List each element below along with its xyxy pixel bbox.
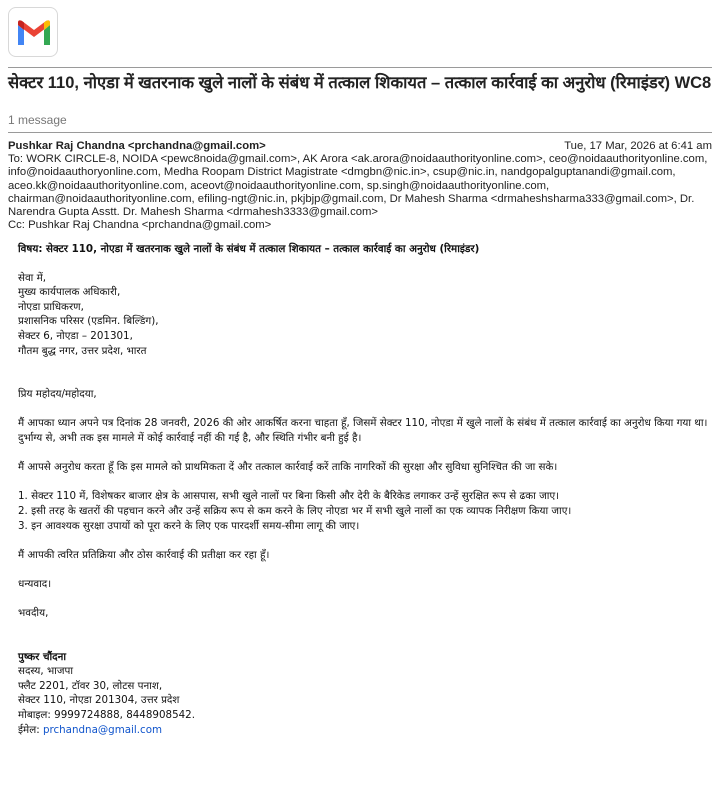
signature-address: फ्लैट 2201, टॉवर 30, लोटस पनाश, — [18, 679, 163, 692]
thanks: धन्यवाद। — [18, 577, 52, 590]
body-subject: विषय: सेक्टर 110, नोएडा में खतरनाक खुले नालों के संबंध में तत्काल शिकायत – तत्काल कार्रवाई का अनुरोध (रिमाइंडर) — [18, 243, 480, 255]
top-divider — [8, 67, 712, 68]
sender: Pushkar Raj Chandna <prchandna@gmail.com> — [8, 140, 266, 152]
address-line: मुख्य कार्यपालक अधिकारी, — [18, 286, 121, 299]
signature-email-link[interactable]: prchandna@gmail.com — [42, 723, 163, 736]
email-body — [18, 242, 708, 737]
address-line: सेवा में, — [18, 271, 47, 284]
signature-title: सदस्य, भाजपा — [18, 665, 74, 678]
address-line: प्रशासनिक परिसर (एडमिन. बिल्डिंग), — [18, 315, 159, 328]
signature-name: पुष्कर चौंदना — [18, 650, 67, 663]
address-line: नोएडा प्राधिकरण, — [18, 300, 84, 313]
list-item: 3. इन आवश्यक सुरक्षा उपायों को पूरा करने के लिए एक पारदर्शी समय-सीमा लागू की जाए। — [18, 519, 360, 532]
paragraph-2: मैं आपसे अनुरोध करता हूँ कि इस मामले को प्राथमिकता दें और तत्काल कार्रवाई करें ताकि नागरिकों की सुरक्षा और सुविधा सुनिश्चित की जा सके। — [18, 461, 558, 474]
message-count: 1 message — [8, 113, 67, 127]
email-meta — [8, 140, 712, 232]
sent-date: Tue, 17 Mar, 2026 at 6:41 am — [564, 140, 712, 152]
closing: भवदीय, — [18, 607, 49, 620]
from-line — [8, 140, 712, 153]
header-divider — [8, 132, 712, 133]
address-line: सेक्टर 6, नोएडा – 201301, — [18, 329, 133, 342]
recipients-to: To: WORK CIRCLE-8, NOIDA <pewc8noida@gmail.com>, AK Arora <ak.arora@noidaauthorityonline.com>, ceo@noidaauthorityonline.com, info@noidaauthoryonline.com, Medha Roopam District Magistrate <dmgbn@nic.in>, csup@nic.in, nandgopalguptanandi@gmail.com, aceo.kk@noidaauthorityonline.com, aceovt@noidaauthorityonline.com, sp.singh@noidaauthorityonline.com, chairman@noidaauthorityonline.com, efiling-ngt@nic.in, pkjbjp@gmail.com, Dr Mahesh Sharma <drmaheshsharma333@gmail.com>, Dr. Narendra Gupta Asstt. Dr. Mahesh Sharma <drmahesh3333@gmail.com> — [8, 153, 708, 218]
recipients-cc: Cc: Pushkar Raj Chandna <prchandna@gmail.com> — [8, 219, 272, 232]
paragraph-1: मैं आपका ध्यान अपने पत्र दिनांक 28 जनवरी, 2026 की ओर आकर्षित करना चाहता हूँ, जिसमें सेक्टर 110, नोएडा में खुले नालों के संबंध में तत्काल कार्रवाई का अनुरोध किया गया था। दुर्भाग्य से, अभी तक इस मामले में कोई कार्रवाई नहीं की गई है, और स्थिति गंभीर बनी हुई है। — [18, 417, 708, 444]
paragraph-3: मैं आपकी त्वरित प्रतिक्रिया और ठोस कार्रवाई की प्रतीक्षा कर रहा हूँ। — [18, 548, 270, 561]
signature-mobile: मोबाइल: 9999724888, 8448908542. — [18, 709, 195, 722]
email-subject: सेक्टर 110, नोएडा में खतरनाक खुले नालों के संबंध में तत्काल शिकायत – तत्काल कार्रवाई का अनुरोध (रिमाइंडर) WC8 — [8, 74, 712, 92]
list-item: 2. इसी तरह के खतरों की पहचान करने और उन्हें सक्रिय रूप से कम करने के लिए नोएडा भर में सभी खुले नालों का एक व्यापक निरीक्षण किया जाए। — [18, 504, 572, 517]
list-item: 1. सेक्टर 110 में, विशेषकर बाजार क्षेत्र के आसपास, सभी खुले नालों पर बिना किसी और देरी के बैरिकेड लगाकर उन्हें सुरक्षित रूप से ढका जाए। — [18, 490, 560, 503]
salutation: प्रिय महोदय/महोदया, — [18, 388, 97, 401]
address-line: गौतम बुद्ध नगर, उत्तर प्रदेश, भारत — [18, 344, 147, 357]
email-label: ईमेल: — [18, 723, 43, 736]
signature-address: सेक्टर 110, नोएडा 201304, उत्तर प्रदेश — [18, 694, 180, 707]
signature-email-line — [18, 723, 708, 738]
gmail-logo-icon — [8, 7, 58, 57]
